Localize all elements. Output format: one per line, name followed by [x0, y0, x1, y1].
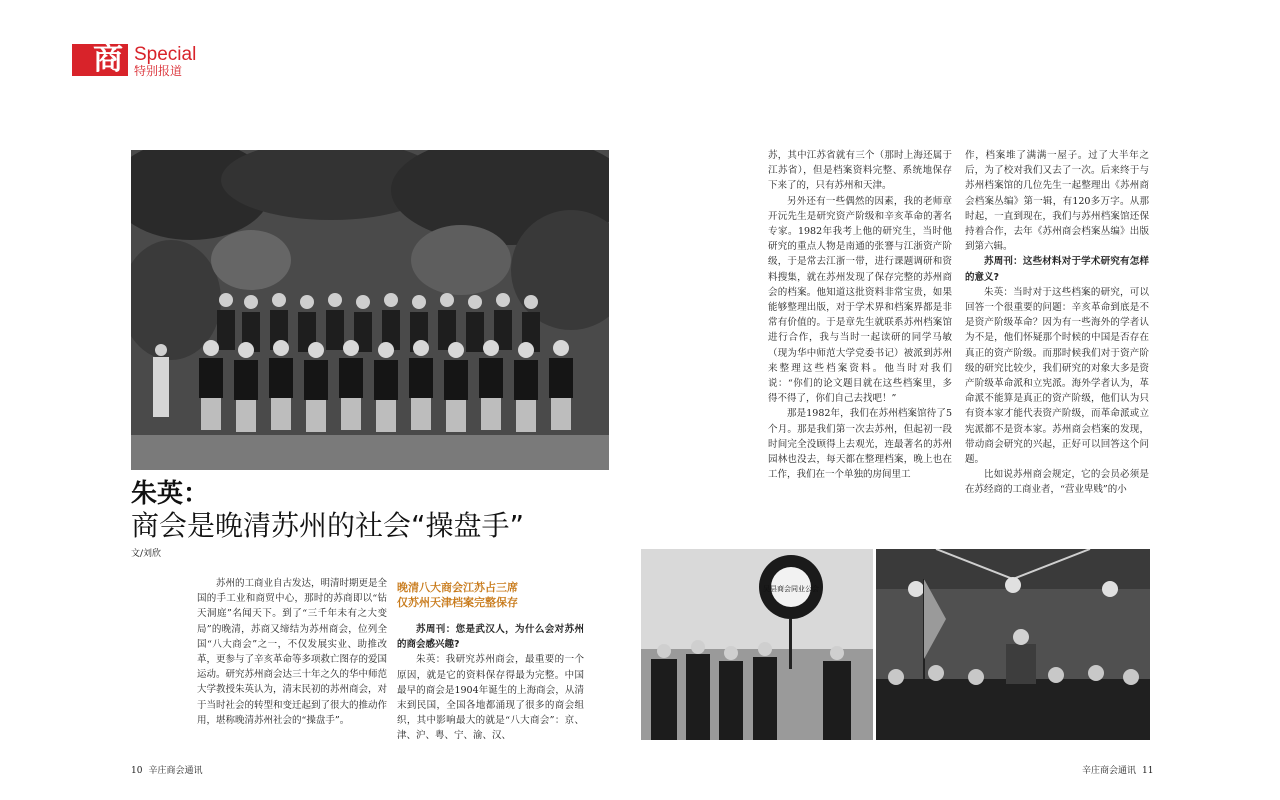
- page-number-left: 10: [131, 766, 143, 776]
- street-crowd-illustration: [641, 549, 873, 740]
- placard-text: 吴县商会同业公会: [763, 585, 819, 593]
- group-portrait-illustration: [131, 150, 609, 470]
- paragraph: 作，档案堆了满满一屋子。过了大半年之后，为了校对我们又去了一次。后来终于与苏州档案馆的几位先生一起整理出《苏州商会档案丛编》第一辑，有120多万字。从那时起，一直到现在，我们与苏州档案馆还保持着合作，去年《苏州商会档案丛编》出版到第六辑。: [965, 150, 1149, 253]
- article-title: 商会是晚清苏州的社会“操盘手”: [131, 509, 525, 542]
- paragraph: 苏，其中江苏省就有三个（那时上海还属于江苏省），但是档案资料完整、系统地保存下来了的，只有苏州和天津。: [768, 150, 952, 192]
- paragraph: 比如说苏州商会规定，它的会员必须是在苏经商的工商业者，“营业卑贱”的小: [965, 469, 1149, 496]
- page-number-right: 11: [1142, 766, 1154, 776]
- publication-name-left: 辛庄商会通讯: [148, 766, 203, 776]
- byline: 文/刘欣: [131, 549, 162, 559]
- column-3: [768, 148, 952, 482]
- column-4: [965, 148, 1149, 498]
- paragraph: 朱英：我研究苏州商会，最重要的一个原因，就是它的资料保存得最为完整。中国最早的商会是1904年诞生的上海商会，从清末到民国，全国各地都涌现了很多的商会组织，其中影响最大的就是“八大商会”：京、津、沪、粤、宁、渝、汉、: [397, 654, 584, 742]
- column-1: [197, 576, 387, 728]
- ceremony-illustration: [876, 549, 1150, 740]
- paragraph: 苏州的工商业自古发达，明清时期更是全国的手工业和商贸中心，那时的苏商即以“钻天洞庭”名闻天下。到了“三千年未有之大变局”的晚清，苏商又缔结为苏州商会，位列全国“八大商会”之一，不仅发展实业、助推改革，更参与了辛亥革命等多项救亡图存的爱国运动。研究苏州商会达三十年之久的华中师范大学教授朱英认为，清末民初的苏州商会，对于当时社会的转型和变迁起到了很大的推动作用，堪称晚清苏州社会的“操盘手”。: [197, 578, 388, 726]
- paragraph: 另外还有一些偶然的因素，我的老师章开沅先生是研究资产阶级和辛亥革命的著名专家。1982年我考上他的研究生，当时他研究的重点人物是南通的张謇与江浙资产阶级，于是常去江浙一带，进行课题调研和资料搜集，就在苏州发现了保存完整的苏州商会的档案。他知道这批资料非常宝贵，如果能够整理出版，对于学术界和档案界都是非常有价值的。于是章先生就联系苏州档案馆进行合作，我与当时一起读研的同学马敏（现为华中师范大学党委书记）被派到苏州来整理这些档案资料。他当时对我们说：“你们的论文题目就在这些档案里，多得不得了，你们自己去找吧！”: [768, 195, 952, 405]
- article-title-name: 朱英：: [131, 479, 210, 509]
- paragraph: 那是1982年，我们在苏州档案馆待了5个月。那是我们第一次去苏州，但起初一段时间完全没顾得上去观光，连最著名的苏州园林也没去，每天都在整理档案，晚上也在工作，我们在一个单独的房间里工: [768, 408, 952, 481]
- interview-question: 苏周刊：这些材料对于学术研究有怎样的意义?: [965, 256, 1149, 283]
- interview-question: 苏周刊：您是武汉人，为什么会对苏州的商会感兴趣?: [397, 624, 584, 651]
- footer-left: [131, 763, 202, 776]
- section-subtitle: 特别报道: [134, 64, 183, 78]
- subheading-line: 晚清八大商会江苏占三席: [397, 581, 518, 594]
- column-2: [397, 622, 584, 744]
- badge-character: 商: [93, 42, 123, 77]
- street-crowd-photo: [641, 549, 873, 740]
- paragraph: 朱英：当时对于这些档案的研究，可以回答一个很重要的问题：辛亥革命到底是不是资产阶级革命？因为有一些海外的学者认为不是，他们怀疑那个时候的中国是否存在真正的资产阶级。而那时候我们对于资产阶级的研究比较少，我们研究的对象大多是资产阶级革命派和立宪派。海外学者认为，革命派不能算是真正的资产阶级，他们认为只有资本家才能代表资产阶级，而革命派或立宪派都不是资本家。苏州商会档案的发现，带动商会研究的兴起，正好可以回答这个问题。: [965, 286, 1149, 466]
- publication-name-right: 辛庄商会通讯: [1082, 766, 1137, 776]
- footer-right: [1082, 763, 1159, 776]
- ceremony-photo: [876, 549, 1150, 740]
- subheading-line: 仅苏州天津档案完整保存: [397, 596, 518, 609]
- subheading: [397, 580, 587, 610]
- group-portrait-photo: [131, 150, 609, 470]
- section-title: Special: [134, 44, 197, 65]
